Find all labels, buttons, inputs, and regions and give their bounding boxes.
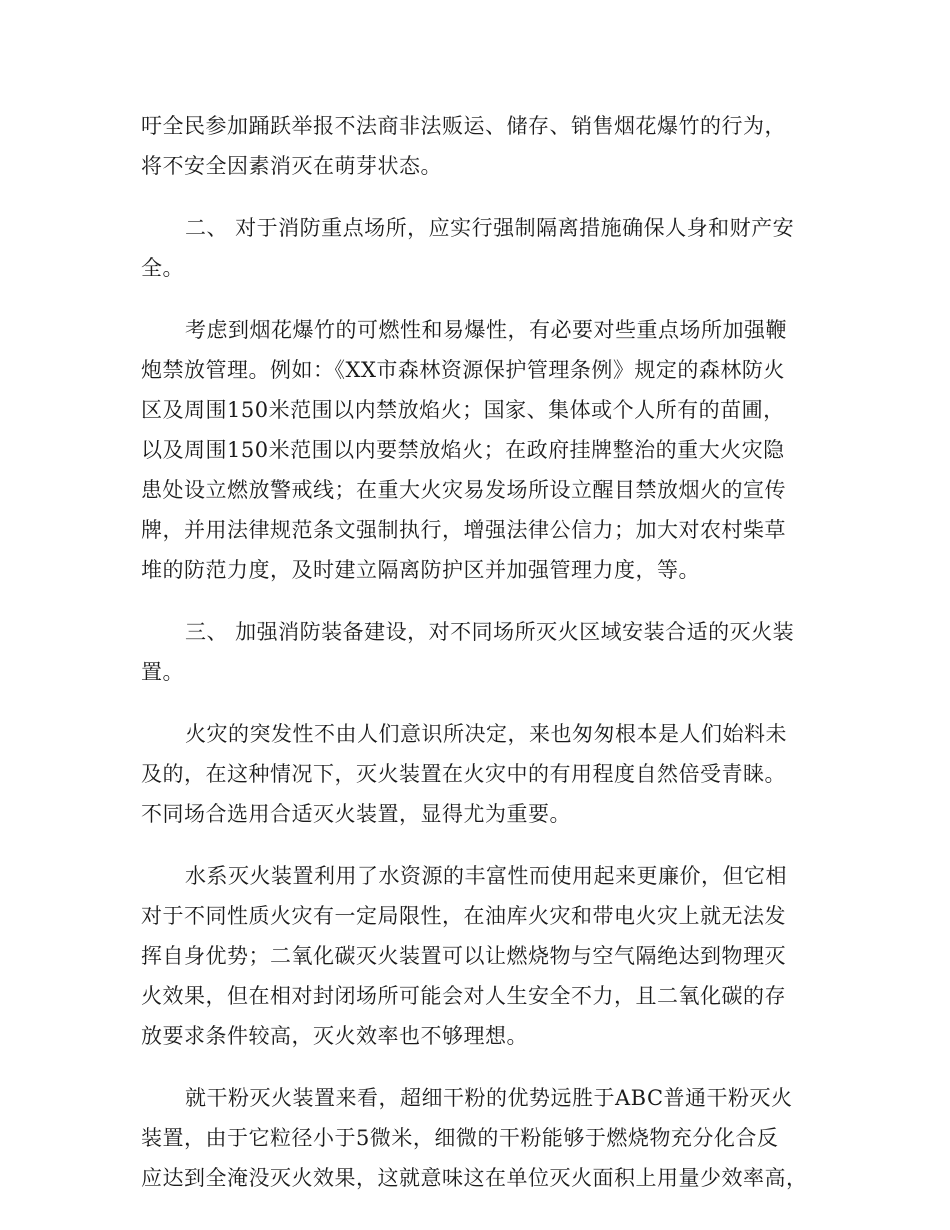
document-body — [141, 106, 813, 1220]
paragraph-6 — [141, 856, 813, 1056]
text-line: 火灾的突发性不由人们意识所决定，来也匆匆根本是人们始料未 — [185, 722, 787, 746]
text-line: 炮禁放管理。例如：《XX市森林资源保护管理条例》规定的森林防火 — [141, 358, 785, 382]
text-line: 水系灭火装置利用了水资源的丰富性而使用起来更廉价，但它相 — [185, 864, 787, 888]
text-line: 放要求条件较高，灭火效率也不够理想。 — [141, 1024, 528, 1048]
text-line: 全。 — [141, 256, 184, 280]
paragraph-7 — [141, 1078, 813, 1198]
paragraph-3 — [141, 310, 813, 590]
paragraph-5 — [141, 714, 813, 834]
text-line: 将不安全因素消灭在萌芽状态。 — [141, 154, 442, 178]
paragraph-2 — [141, 208, 813, 288]
text-line: 就干粉灭火装置来看，超细干粉的优势远胜于ABC普通干粉灭火 — [185, 1086, 793, 1110]
text-line: 堆的防范力度，及时建立隔离防护区并加强管理力度，等。 — [141, 558, 700, 582]
text-line: 及的，在这种情况下，灭火装置在火灾中的有用程度自然倍受青睐。 — [141, 762, 786, 786]
text-line: 应达到全淹没灭火效果，这就意味这在单位灭火面积上用量少效率高， — [141, 1166, 808, 1190]
text-line: 以及周围150米范围以内要禁放焰火；在政府挂牌整治的重大火灾隐 — [141, 438, 785, 462]
text-line: 三、 加强消防装备建设，对不同场所灭火区域安装合适的灭火装 — [185, 620, 795, 644]
text-line: 吁全民参加踊跃举报不法商非法贩运、储存、销售烟花爆竹的行为， — [141, 114, 786, 138]
text-line: 对于不同性质火灾有一定局限性，在油库火灾和带电火灾上就无法发 — [141, 904, 786, 928]
text-line: 不同场合选用合适灭火装置，显得尤为重要。 — [141, 802, 571, 826]
text-line: 二、 对于消防重点场所，应实行强制隔离措施确保人身和财产安 — [185, 216, 795, 240]
text-line: 置。 — [141, 660, 184, 684]
paragraph-4 — [141, 612, 813, 692]
text-line: 牌，并用法律规范条文强制执行，增强法律公信力；加大对农村柴草 — [141, 518, 786, 542]
text-line: 患处设立燃放警戒线；在重大火灾易发场所设立醒目禁放烟火的宣传 — [141, 478, 786, 502]
text-line: 挥自身优势；二氧化碳灭火装置可以让燃烧物与空气隔绝达到物理灭 — [141, 944, 786, 968]
text-line: 装置，由于它粒径小于5微米，细微的干粉能够于燃烧物充分化合反 — [141, 1126, 779, 1150]
text-line: 考虑到烟花爆竹的可燃性和易爆性，有必要对些重点场所加强鞭 — [185, 318, 787, 342]
text-line: 火效果，但在相对封闭场所可能会对人生安全不力，且二氧化碳的存 — [141, 984, 786, 1008]
paragraph-1 — [141, 106, 813, 186]
text-line: 区及周围150米范围以内禁放焰火；国家、集体或个人所有的苗圃， — [141, 398, 785, 422]
